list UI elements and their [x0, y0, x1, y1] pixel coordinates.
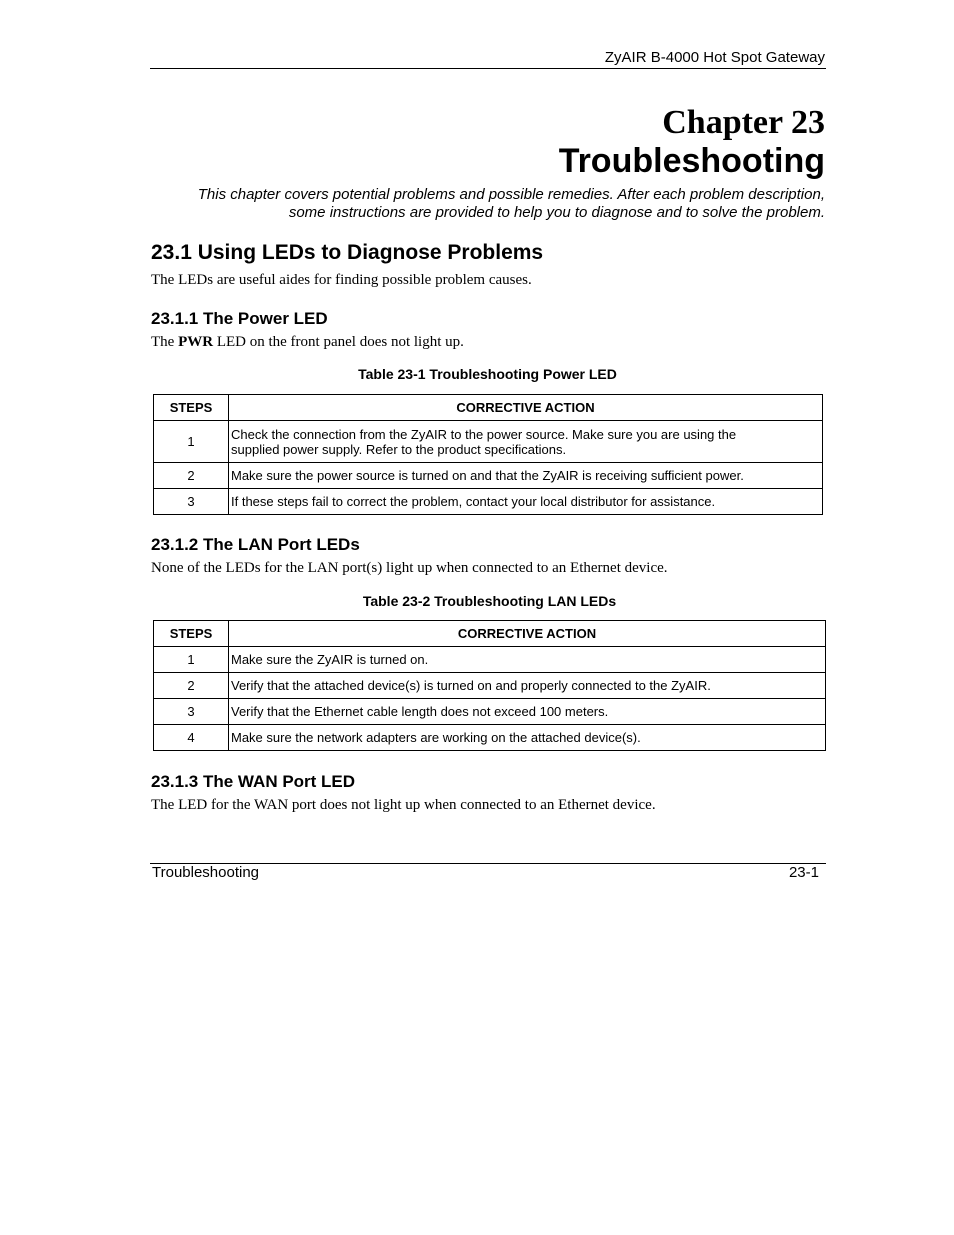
table-caption-power: Table 23-1 Troubleshooting Power LED [358, 366, 617, 382]
table-row [154, 647, 826, 673]
corrective-action [229, 421, 823, 463]
table-header-row [154, 395, 823, 421]
pwr-label: PWR [178, 334, 214, 350]
step-number: 2 [154, 673, 229, 699]
corrective-action: Make sure the ZyAIR is turned on. [229, 647, 826, 673]
subsection-body-wan: The LED for the WAN port does not light up when connected to an Ethernet device. [151, 797, 656, 813]
corrective-action: Verify that the Ethernet cable length does not exceed 100 meters. [229, 699, 826, 725]
column-header-steps: STEPS [154, 621, 229, 647]
step-number: 1 [154, 647, 229, 673]
body-text: LED on the front panel does not light up. [213, 334, 464, 350]
chapter-title: Troubleshooting [558, 142, 825, 180]
column-header-action: CORRECTIVE ACTION [229, 395, 823, 421]
section-heading: 23.1 Using LEDs to Diagnose Problems [151, 241, 544, 264]
page-number: 23-1 [788, 864, 819, 881]
subsection-heading-lan: 23.1.2 The LAN Port LEDs [151, 535, 360, 554]
table-row [154, 463, 823, 489]
step-number: 2 [154, 463, 229, 489]
subsection-body-lan: None of the LEDs for the LAN port(s) light up when connected to an Ethernet device. [151, 560, 668, 576]
power-led-table [153, 394, 823, 515]
step-number: 3 [154, 489, 229, 515]
corrective-action: Make sure the network adapters are working on the attached device(s). [229, 725, 826, 751]
table-row [154, 725, 826, 751]
intro-line-2: some instructions are provided to help you to diagnose and to solve the problem. [288, 204, 825, 221]
action-line-1: Check the connection from the ZyAIR to the power source. Make sure you are using the [231, 426, 737, 442]
column-header-steps: STEPS [154, 395, 229, 421]
table-row [154, 673, 826, 699]
corrective-action: Verify that the attached device(s) is turned on and properly connected to the ZyAIR. [229, 673, 826, 699]
table-row [154, 421, 823, 463]
section-body: The LEDs are useful aides for finding possible problem causes. [151, 272, 532, 288]
subsection-body-power [151, 334, 464, 351]
chapter-intro [150, 186, 825, 222]
table-header-row [154, 621, 826, 647]
step-number: 4 [154, 725, 229, 751]
subsection-heading-power: 23.1.1 The Power LED [151, 309, 328, 328]
table-row [154, 699, 826, 725]
column-header-action: CORRECTIVE ACTION [229, 621, 826, 647]
lan-led-table [153, 620, 826, 751]
footer-section-name: Troubleshooting [152, 864, 260, 881]
intro-line-1: This chapter covers potential problems and possible remedies. After each problem description, [197, 186, 825, 203]
corrective-action: Make sure the power source is turned on and that the ZyAIR is receiving sufficient power. [229, 463, 823, 489]
subsection-heading-wan: 23.1.3 The WAN Port LED [151, 772, 356, 791]
table-row [154, 489, 823, 515]
corrective-action: If these steps fail to correct the problem, contact your local distributor for assistance. [229, 489, 823, 515]
running-header: ZyAIR B-4000 Hot Spot Gateway [604, 49, 825, 66]
body-text: The [151, 334, 179, 350]
step-number: 1 [154, 421, 229, 463]
chapter-number: Chapter 23 [662, 104, 825, 141]
header-rule [150, 68, 826, 69]
action-line-2: supplied power supply. Refer to the product specifications. [231, 441, 567, 457]
table-caption-lan: Table 23-2 Troubleshooting LAN LEDs [362, 593, 617, 609]
step-number: 3 [154, 699, 229, 725]
